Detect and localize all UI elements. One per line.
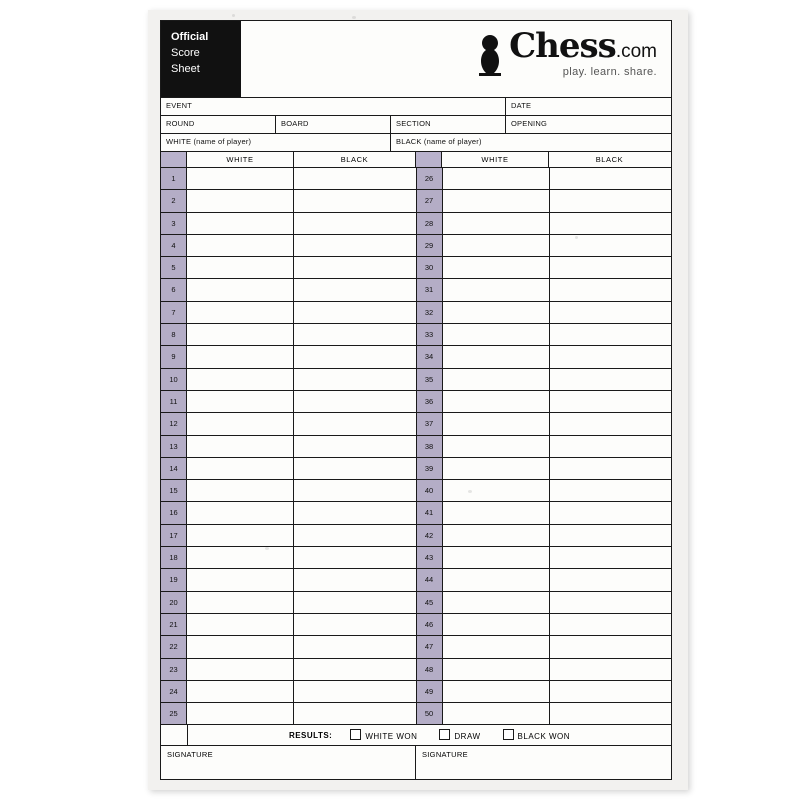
move-row [417, 681, 672, 703]
chess-com-logo [475, 26, 657, 82]
header-black-right: BLACK [595, 155, 624, 164]
header-black-left: BLACK [294, 152, 416, 167]
scoresheet [160, 20, 672, 780]
signature-row [161, 746, 671, 780]
move-cell-white[interactable] [187, 569, 294, 590]
move-row [161, 302, 416, 324]
move-cell-white[interactable] [443, 592, 550, 613]
move-cell-black[interactable] [550, 190, 671, 211]
move-cell-white[interactable] [187, 168, 294, 189]
move-cell-black[interactable] [550, 413, 671, 434]
move-row [417, 547, 672, 569]
move-row [417, 324, 672, 346]
move-number: 24 [161, 681, 187, 702]
field-round[interactable]: ROUND [161, 116, 276, 133]
move-number: 45 [417, 592, 443, 613]
move-cell-white[interactable] [443, 391, 550, 412]
move-row [417, 235, 672, 257]
move-cell-black[interactable] [294, 190, 415, 211]
move-row [417, 458, 672, 480]
move-number: 31 [417, 279, 443, 300]
move-cell-white[interactable] [443, 346, 550, 367]
move-cell-white[interactable] [443, 413, 550, 434]
move-number: 29 [417, 235, 443, 256]
move-number: 15 [161, 480, 187, 501]
move-number: 32 [417, 302, 443, 323]
signature-left[interactable]: SIGNATURE [161, 746, 416, 780]
field-board[interactable]: BOARD [276, 116, 391, 133]
move-row [161, 547, 416, 569]
field-date[interactable]: DATE [511, 101, 532, 110]
move-number: 50 [417, 703, 443, 724]
move-cell-white[interactable] [187, 369, 294, 390]
move-cell-white[interactable] [443, 302, 550, 323]
move-number: 42 [417, 525, 443, 546]
move-cell-black[interactable] [294, 636, 415, 657]
move-cell-white[interactable] [443, 681, 550, 702]
checkbox-white-won[interactable] [350, 729, 361, 740]
move-number: 49 [417, 681, 443, 702]
move-table-right [417, 168, 672, 725]
move-number: 41 [417, 502, 443, 523]
move-cell-white[interactable] [443, 190, 550, 211]
move-cell-white[interactable] [187, 636, 294, 657]
move-row [161, 324, 416, 346]
move-number: 21 [161, 614, 187, 635]
move-cell-white[interactable] [187, 413, 294, 434]
move-cell-white[interactable] [187, 324, 294, 345]
move-row [417, 213, 672, 235]
field-section[interactable]: SECTION [391, 116, 506, 133]
move-row [417, 302, 672, 324]
move-number: 35 [417, 369, 443, 390]
move-number: 37 [417, 413, 443, 434]
move-row [161, 168, 416, 190]
move-cell-white[interactable] [443, 569, 550, 590]
move-cell-white[interactable] [187, 235, 294, 256]
move-row [161, 636, 416, 658]
info-row-round [161, 116, 671, 134]
signature-right[interactable]: SIGNATURE [422, 750, 468, 760]
move-cell-white[interactable] [187, 703, 294, 724]
move-number: 14 [161, 458, 187, 479]
move-row [161, 413, 416, 435]
move-cell-white[interactable] [443, 369, 550, 390]
move-number: 20 [161, 592, 187, 613]
move-number: 8 [161, 324, 187, 345]
move-cell-black[interactable] [294, 547, 415, 568]
move-number: 40 [417, 480, 443, 501]
move-cell-white[interactable] [443, 703, 550, 724]
move-cell-black[interactable] [550, 458, 671, 479]
move-number: 7 [161, 302, 187, 323]
move-number: 23 [161, 659, 187, 680]
move-cell-black[interactable] [550, 614, 671, 635]
move-cell-white[interactable] [187, 436, 294, 457]
move-number: 9 [161, 346, 187, 367]
brand-text [509, 26, 657, 78]
move-row [417, 346, 672, 368]
move-row [161, 369, 416, 391]
move-row [417, 369, 672, 391]
move-row [417, 592, 672, 614]
move-row [161, 190, 416, 212]
label-draw: DRAW [454, 732, 481, 742]
header-white-right: WHITE [442, 152, 549, 167]
move-number: 30 [417, 257, 443, 278]
move-row [161, 213, 416, 235]
move-row [417, 703, 672, 725]
move-number: 18 [161, 547, 187, 568]
move-cell-black[interactable] [294, 213, 415, 234]
move-cell-black[interactable] [550, 346, 671, 367]
official-line-3: Sheet [171, 63, 200, 75]
move-cell-white[interactable] [443, 502, 550, 523]
move-row [417, 413, 672, 435]
header-number-left [161, 152, 187, 167]
move-cell-black[interactable] [550, 525, 671, 546]
move-cell-black[interactable] [294, 480, 415, 501]
move-cell-black[interactable] [294, 235, 415, 256]
checkbox-draw[interactable] [439, 729, 450, 740]
move-cell-white[interactable] [443, 213, 550, 234]
move-cell-white[interactable] [443, 168, 550, 189]
move-cell-white[interactable] [443, 525, 550, 546]
move-row [161, 681, 416, 703]
move-cell-white[interactable] [187, 592, 294, 613]
move-row [417, 391, 672, 413]
move-cell-white[interactable] [187, 614, 294, 635]
move-cell-white[interactable] [443, 235, 550, 256]
move-row [417, 659, 672, 681]
move-number: 5 [161, 257, 187, 278]
move-number: 4 [161, 235, 187, 256]
move-cell-black[interactable] [294, 324, 415, 345]
move-cell-black[interactable] [294, 681, 415, 702]
move-number: 11 [161, 391, 187, 412]
move-cell-white[interactable] [187, 547, 294, 568]
move-number: 1 [161, 168, 187, 189]
info-row-event [161, 98, 671, 116]
move-cell-white[interactable] [187, 659, 294, 680]
move-cell-white[interactable] [187, 525, 294, 546]
move-row [417, 502, 672, 524]
move-cell-black[interactable] [550, 391, 671, 412]
move-cell-white[interactable] [187, 279, 294, 300]
label-white-won: WHITE WON [365, 732, 418, 742]
move-number: 34 [417, 346, 443, 367]
move-cell-white[interactable] [187, 391, 294, 412]
move-row [161, 346, 416, 368]
move-number: 39 [417, 458, 443, 479]
move-cell-white[interactable] [443, 636, 550, 657]
move-cell-white[interactable] [443, 324, 550, 345]
move-cell-black[interactable] [294, 614, 415, 635]
move-cell-black[interactable] [294, 502, 415, 523]
move-cell-white[interactable] [187, 213, 294, 234]
move-cell-black[interactable] [550, 369, 671, 390]
move-table-body [161, 168, 671, 725]
move-cell-black[interactable] [294, 703, 415, 724]
move-cell-black[interactable] [294, 391, 415, 412]
move-number: 16 [161, 502, 187, 523]
move-cell-black[interactable] [294, 257, 415, 278]
move-cell-black[interactable] [294, 525, 415, 546]
move-cell-black[interactable] [550, 592, 671, 613]
move-cell-black[interactable] [550, 213, 671, 234]
move-cell-black[interactable] [294, 436, 415, 457]
results-options [188, 729, 671, 741]
move-cell-black[interactable] [550, 302, 671, 323]
move-cell-black[interactable] [294, 413, 415, 434]
official-score-sheet-block [161, 21, 241, 97]
move-row [161, 569, 416, 591]
brand-name: Chess [509, 26, 616, 66]
brand-area [241, 21, 671, 97]
header-number-right [416, 152, 442, 167]
move-row [161, 458, 416, 480]
move-row [161, 592, 416, 614]
move-cell-black[interactable] [294, 302, 415, 323]
move-cell-white[interactable] [443, 257, 550, 278]
move-number: 33 [417, 324, 443, 345]
move-row [417, 525, 672, 547]
move-row [161, 659, 416, 681]
move-number: 13 [161, 436, 187, 457]
move-row [161, 614, 416, 636]
move-cell-white[interactable] [443, 458, 550, 479]
move-cell-white[interactable] [443, 436, 550, 457]
move-cell-black[interactable] [550, 436, 671, 457]
move-cell-white[interactable] [187, 458, 294, 479]
move-row [161, 279, 416, 301]
field-black-player[interactable]: BLACK (name of player) [396, 137, 482, 146]
move-cell-black[interactable] [294, 592, 415, 613]
move-cell-black[interactable] [294, 168, 415, 189]
move-number: 26 [417, 168, 443, 189]
move-cell-white[interactable] [187, 257, 294, 278]
move-cell-black[interactable] [550, 703, 671, 724]
move-table-left [161, 168, 417, 725]
info-row-players [161, 134, 671, 152]
move-cell-white[interactable] [443, 659, 550, 680]
move-number: 36 [417, 391, 443, 412]
move-cell-black[interactable] [550, 636, 671, 657]
move-row [417, 257, 672, 279]
move-number: 22 [161, 636, 187, 657]
move-number: 43 [417, 547, 443, 568]
checkbox-black-won[interactable] [503, 729, 514, 740]
move-cell-black[interactable] [294, 458, 415, 479]
field-event[interactable]: EVENT [161, 98, 506, 115]
official-line-1: Official [171, 31, 209, 43]
move-number: 3 [161, 213, 187, 234]
move-cell-black[interactable] [294, 569, 415, 590]
move-number: 12 [161, 413, 187, 434]
official-line-2: Score [171, 47, 200, 59]
move-number: 48 [417, 659, 443, 680]
move-row [417, 569, 672, 591]
move-cell-white[interactable] [187, 346, 294, 367]
result-option-draw[interactable] [439, 729, 480, 741]
move-row [417, 480, 672, 502]
move-row [161, 436, 416, 458]
move-cell-black[interactable] [550, 569, 671, 590]
move-number: 25 [161, 703, 187, 724]
move-cell-black[interactable] [550, 235, 671, 256]
move-row [417, 168, 672, 190]
move-row [161, 502, 416, 524]
move-row [417, 279, 672, 301]
sheet-header [161, 21, 671, 98]
move-cell-black[interactable] [550, 480, 671, 501]
move-row [417, 636, 672, 658]
move-cell-black[interactable] [550, 502, 671, 523]
brand-tagline: play. learn. share. [562, 66, 657, 78]
move-row [161, 391, 416, 413]
move-cell-black[interactable] [550, 681, 671, 702]
field-opening[interactable]: OPENING [511, 119, 547, 128]
move-row [161, 525, 416, 547]
chess-pawn-icon [475, 33, 505, 82]
results-label: RESULTS: [288, 730, 333, 740]
move-cell-black[interactable] [294, 346, 415, 367]
move-number: 28 [417, 213, 443, 234]
move-cell-white[interactable] [443, 614, 550, 635]
move-number: 46 [417, 614, 443, 635]
move-row [417, 436, 672, 458]
label-black-won: BLACK WON [517, 732, 571, 742]
move-number: 27 [417, 190, 443, 211]
move-row [161, 235, 416, 257]
move-number: 19 [161, 569, 187, 590]
move-cell-black[interactable] [294, 279, 415, 300]
move-cell-black[interactable] [550, 547, 671, 568]
brand-suffix: .com [615, 41, 657, 62]
move-cell-white[interactable] [187, 502, 294, 523]
move-row [161, 703, 416, 725]
result-option-black-won[interactable] [503, 729, 571, 741]
move-cell-black[interactable] [550, 279, 671, 300]
move-cell-black[interactable] [550, 324, 671, 345]
move-cell-black[interactable] [294, 659, 415, 680]
results-spacer [161, 725, 188, 745]
move-cell-white[interactable] [187, 190, 294, 211]
move-cell-black[interactable] [294, 369, 415, 390]
move-cell-white[interactable] [443, 480, 550, 501]
move-row [417, 614, 672, 636]
move-number: 6 [161, 279, 187, 300]
move-number: 38 [417, 436, 443, 457]
move-row [161, 480, 416, 502]
move-number: 2 [161, 190, 187, 211]
move-cell-black[interactable] [550, 257, 671, 278]
move-row [417, 190, 672, 212]
header-white-left: WHITE [187, 152, 294, 167]
move-cell-white[interactable] [187, 480, 294, 501]
move-cell-white[interactable] [187, 681, 294, 702]
move-cell-white[interactable] [443, 279, 550, 300]
move-number: 10 [161, 369, 187, 390]
move-cell-white[interactable] [443, 547, 550, 568]
move-number: 44 [417, 569, 443, 590]
move-number: 17 [161, 525, 187, 546]
results-row [161, 725, 671, 746]
move-cell-black[interactable] [550, 168, 671, 189]
move-cell-white[interactable] [187, 302, 294, 323]
move-row [161, 257, 416, 279]
move-cell-black[interactable] [550, 659, 671, 680]
field-white-player[interactable]: WHITE (name of player) [161, 134, 391, 151]
result-option-white-won[interactable] [350, 729, 417, 741]
move-number: 47 [417, 636, 443, 657]
move-table-header [161, 152, 671, 168]
